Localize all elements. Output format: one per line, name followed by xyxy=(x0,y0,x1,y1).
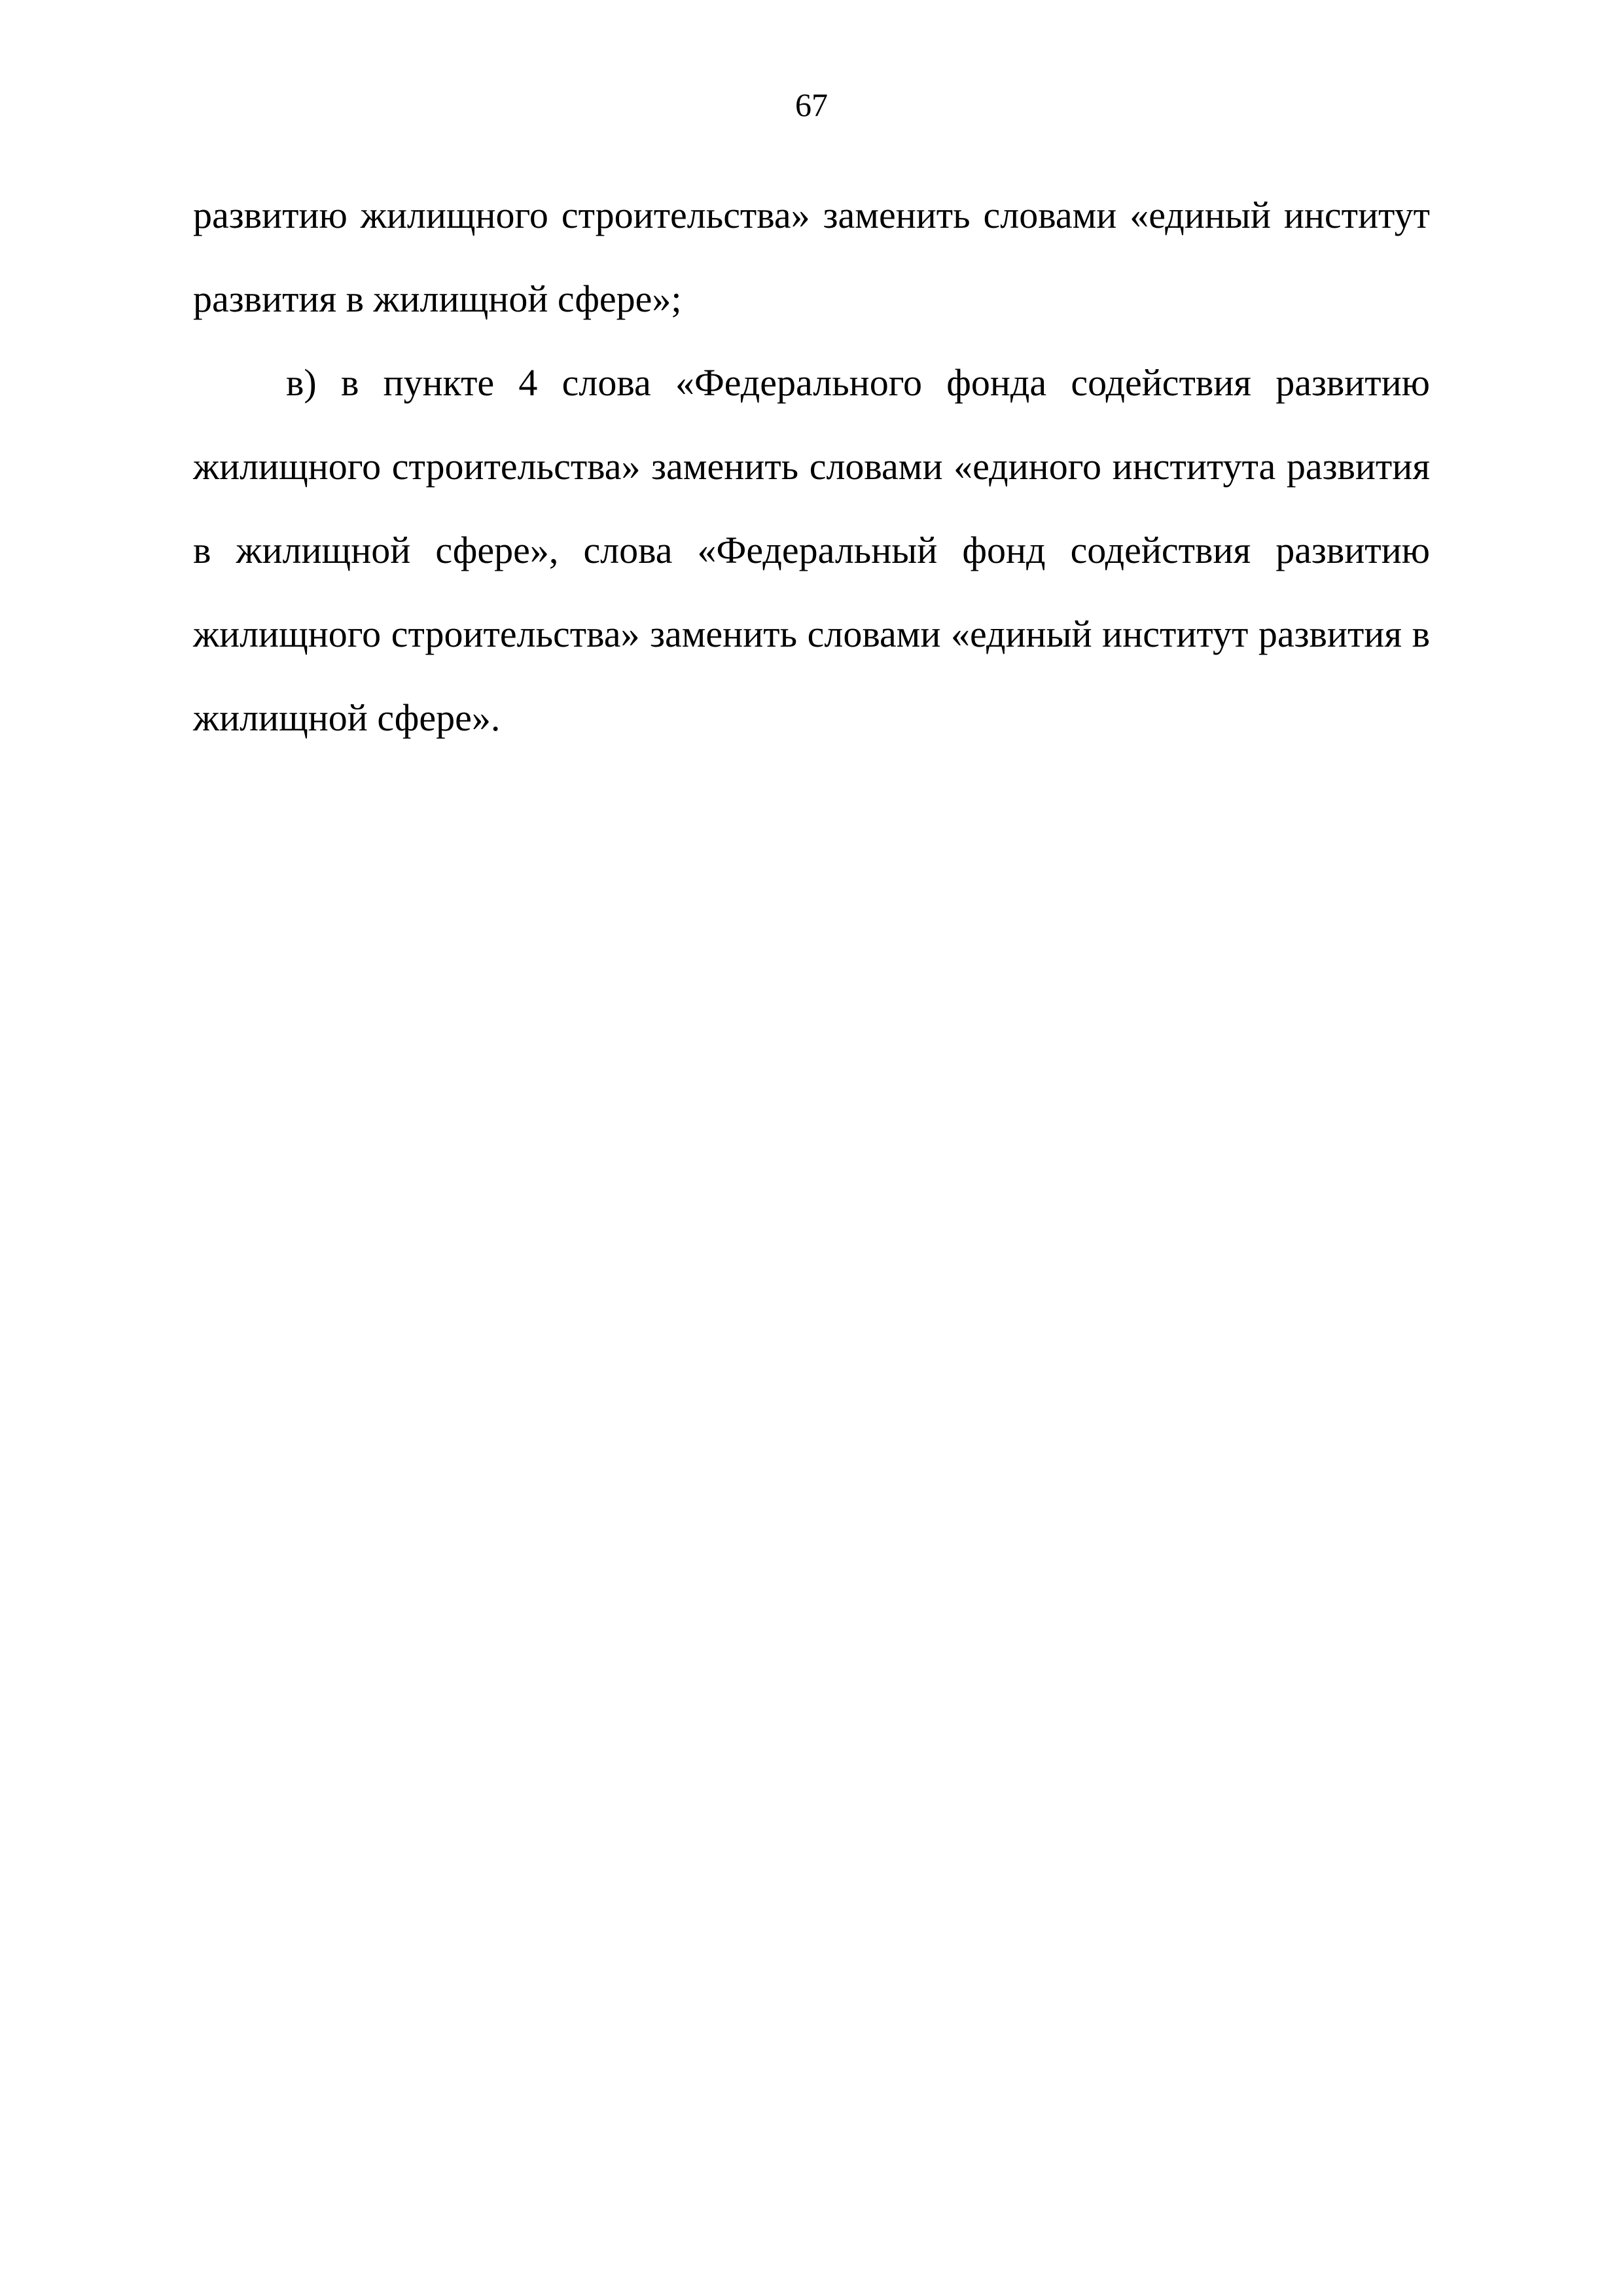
document-body xyxy=(193,173,1430,760)
paragraph-continuation: развитию жилищного строительства» заменить словами «единый институт развития в жилищной сфере»; xyxy=(193,194,1430,320)
page-number: 67 xyxy=(795,86,828,123)
paragraph-item-v: в) в пункте 4 слова «Федерального фонда содействия развитию жилищного строительства» заменить словами «единого института развития в жилищной сфере», слова «Федеральный фонд содействия развитию жилищного строительства» заменить словами «единый институт развития в жилищной сфере». xyxy=(193,361,1430,739)
